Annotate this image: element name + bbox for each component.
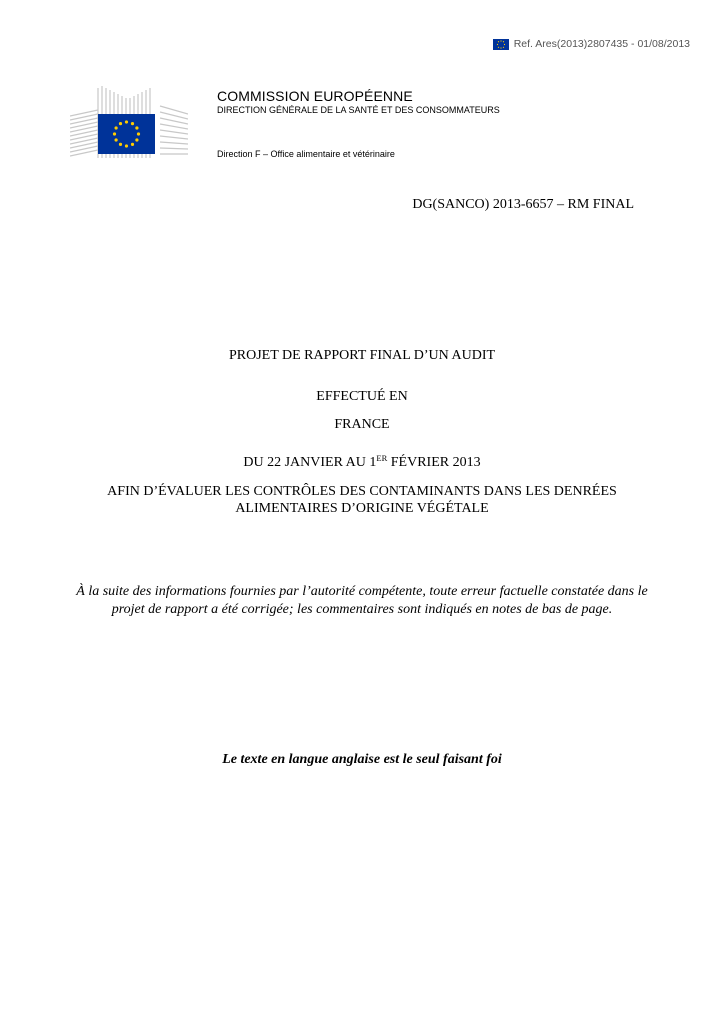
authentic-language-note: Le texte en langue anglaise est le seul faisant foi [222, 752, 502, 767]
organisation-name: COMMISSION EUROPÉENNE [217, 88, 413, 104]
date-suffix: FÉVRIER 2013 [387, 455, 481, 470]
directorate: Direction F – Office alimentaire et vétérinaire [217, 149, 395, 159]
report-title-conducted: EFFECTUÉ EN [316, 389, 408, 404]
report-purpose: AFIN D’ÉVALUER LES CONTRÔLES DES CONTAMINANTS DANS LES DENRÉES ALIMENTAIRES D’ORIGINE VÉGÉTALE [107, 484, 617, 516]
date-superscript: ER [376, 453, 388, 463]
letterhead [217, 88, 500, 159]
report-title: PROJET DE RAPPORT FINAL D’UN AUDIT [228, 348, 496, 363]
date-prefix: DU 22 JANVIER AU 1 [243, 455, 377, 470]
eu-flag-icon [493, 39, 509, 50]
european-commission-logo [70, 86, 188, 158]
directorate-general: DIRECTION GÉNÉRALE DE LA SANTÉ ET DES CONSOMMATEURS [217, 105, 500, 115]
document-reference: DG(SANCO) 2013-6657 – RM FINAL [412, 197, 634, 212]
report-dates [0, 450, 724, 471]
reference-text: Ref. Ares(2013)2807435 - 01/08/2013 [513, 38, 690, 50]
correction-note: À la suite des informations fournies par l’autorité compétente, toute erreur factuelle constatée dans le projet de rapport a été corrigée; les commentaires sont indiqués en notes de bas de page. [76, 584, 648, 617]
ares-reference-stamp [493, 38, 690, 50]
report-country: FRANCE [334, 417, 390, 432]
eu-flag-icon [98, 114, 155, 154]
